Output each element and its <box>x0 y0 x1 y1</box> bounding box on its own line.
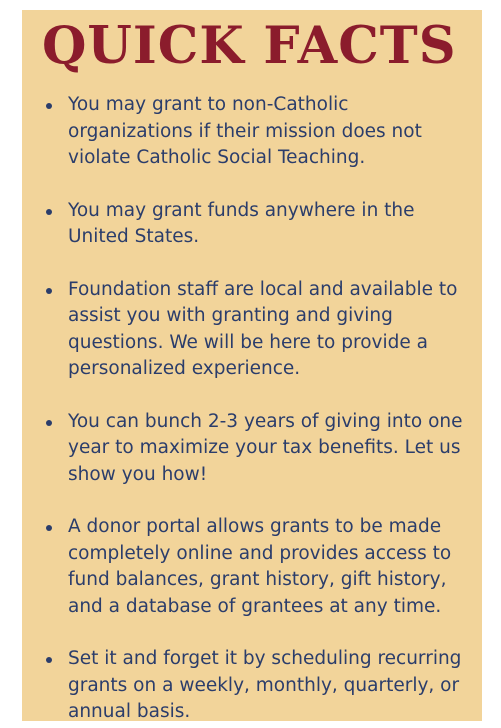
list-item <box>44 409 474 489</box>
fact-text: A donor portal allows grants to be made completely online and provides access to fund balances, grant history, gift history, and a database of grantees at any time. <box>68 516 452 617</box>
fact-text: You may grant to non-Catholic organizations if their mission does not violate Catholic Social Teaching. <box>68 94 422 168</box>
list-item <box>44 514 474 620</box>
quick-facts-card <box>22 10 482 721</box>
fact-text: You may grant funds anywhere in the United States. <box>68 199 415 247</box>
bullet-icon <box>46 209 52 215</box>
facts-list <box>44 92 474 726</box>
list-item <box>44 277 474 383</box>
fact-text: Foundation staff are local and available to assist you with granting and giving questions. We will be here to provide a personalized experience. <box>68 278 458 379</box>
list-item <box>44 92 474 172</box>
bullet-icon <box>46 103 52 109</box>
bullet-icon <box>46 288 52 294</box>
bullet-icon <box>46 525 52 531</box>
bullet-icon <box>46 657 52 663</box>
fact-text: You can bunch 2-3 years of giving into one year to maximize your tax benefits. Let us show you how! <box>68 410 463 485</box>
card-title: QUICK FACTS <box>42 16 457 76</box>
fact-text: Set it and forget it by scheduling recurring grants on a weekly, monthly, quarterly, or annual basis. <box>68 648 462 722</box>
list-item <box>44 646 474 726</box>
list-item <box>44 198 474 251</box>
bullet-icon <box>46 420 52 426</box>
